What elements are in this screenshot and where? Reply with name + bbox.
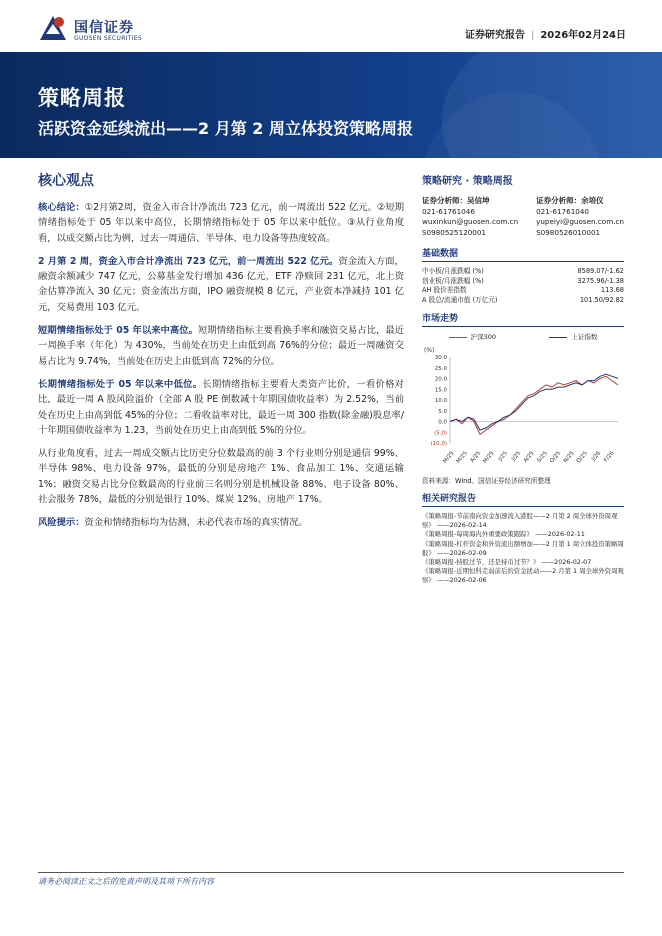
long-term-sentiment-paragraph: 长期情绪指标处于 05 年以来中低位。长期情绪指标主要看大类资产比价，一看价格对比，最近一周 A 股风险溢价（全部 A 股 PE 倒数减十年期国债收益率）为 2.52%，当前处在历史上由高到低 45%的分位；二看收益率对比，最近一周 300 指数(除金融)股息率/十年期国债收益率为 1.23，当前处在历史上由高到低 5%的分位。 — [38, 378, 404, 436]
x-tick-label: M/25 — [455, 450, 469, 465]
analyst-info — [422, 196, 624, 238]
y-tick-label: 20.0 — [434, 376, 447, 383]
logo-mark-icon — [38, 14, 68, 44]
data-row: A 股总/流通市值 (万亿元) 101.50/92.82 — [422, 295, 624, 304]
footer-divider — [38, 872, 624, 873]
y-tick-label: (5.0) — [433, 430, 447, 437]
basic-data-heading: 基础数据 — [422, 246, 624, 262]
y-tick-label: (10.0) — [430, 441, 447, 447]
market-trend-chart — [422, 343, 624, 473]
report-title: 策略周报 — [38, 86, 126, 110]
data-row: 创业板/月涨跌幅 (%) 3275.96/-1.38 — [422, 276, 624, 285]
x-tick-label: S/25 — [536, 450, 549, 464]
industry-paragraph: 从行业角度看，过去一周成交额占比历史分位数最高的前 3 个行业则分别是通信 99%、半导体 98%、电力设备 97%，最低的分别是房地产 1%、食品加工 1%、交通运输 1%；融资交易占比分位数最高的行业前三名则分别是机械设备 88%、电子设备 80%、社会服务 78%，最低的分别是银行 10%、煤炭 12%、房地产 17%。 — [38, 448, 404, 506]
short-term-sentiment-paragraph: 短期情绪指标处于 05 年以来中高位。短期情绪指标主要看换手率和融资交易占比，最近一周换手率（年化）为 430%，当前处在历史上由低到高 76%的分位；最近一周融资交易占比为 9.74%，当前处在历史上由低到高 72%的分位。 — [38, 325, 404, 367]
x-tick-label: M/25 — [442, 450, 456, 465]
x-tick-label: F/26 — [603, 450, 616, 464]
x-tick-label: O/25 — [549, 450, 563, 465]
basic-data-table — [422, 267, 624, 305]
y-tick-label: 25.0 — [434, 365, 447, 372]
section-title: 核心观点 — [38, 173, 94, 189]
data-row: AH 股价差指数 113.68 — [422, 286, 624, 294]
sidebar — [422, 172, 624, 586]
fund-flow-paragraph: 2 月第 2 周，资金入市合计净流出 723 亿元，前一周流出 522 亿元。资金流入方面，融资余额减少 747 亿元，公募基金发行增加 436 亿元，ETF 净赎回 231 亿元，北上资金估算净流入 30 亿元；资金流出方面，IPO 融资规模 8 亿元，产业资本净减持 101 亿元，交易费用 103 亿元。 — [38, 255, 404, 313]
related-report-link[interactable]: 《策略周报-节前南向资金加速流入港股——2 月第 2 周全球外资周观察》 ——2026-02-14 — [422, 512, 618, 530]
analyst-2: 证券分析师：余培仪 021-61761040 yupeiyi@guosen.com.cn S0980526010001 — [536, 196, 624, 237]
logo-chinese: 国信证券 — [74, 20, 134, 36]
chart-svg — [422, 343, 624, 473]
y-tick-label: 10.0 — [434, 398, 447, 404]
data-row: 中小板/月涨跌幅 (%) 8589.07/-1.62 — [422, 267, 624, 275]
y-tick-label: 30.0 — [434, 355, 447, 361]
report-type: 证券研究报告 — [464, 30, 525, 41]
related-reports-heading: 相关研究报告 — [422, 491, 624, 507]
company-logo — [38, 14, 158, 46]
chart-legend — [422, 332, 624, 341]
series-line-hs300 — [450, 376, 618, 434]
related-reports-list — [422, 512, 624, 586]
risk-warning: 风险提示：资金和情绪指标均为估测，未必代表市场的真实情况。 — [38, 517, 308, 529]
x-tick-label: A/25 — [522, 450, 536, 464]
sidebar-category: 策略研究 · 策略周报 — [422, 176, 513, 187]
legend-item-hs300: 沪深300 — [449, 332, 496, 341]
related-report-link[interactable]: 《策略周报-近期恒科走弱前后的资金扰动——2 月第 1 周全球外资周观察》 ——2026-02-06 — [422, 567, 624, 585]
x-tick-label: N/25 — [562, 450, 576, 465]
x-tick-label: J/25 — [510, 450, 523, 463]
chart-source: 资料来源：Wind、国信证券经济研究所整理 — [422, 477, 551, 485]
top-bar — [0, 0, 662, 52]
related-report-link[interactable]: 《策略周报-杠杆资金和外资流出额增加——2 月第 1 周立体投资策略周报》 ——2026-02-09 — [422, 539, 624, 557]
y-tick-label: 5.0 — [438, 408, 447, 415]
report-subtitle: 活跃资金延续流出——2 月第 2 周立体投资策略周报 — [38, 119, 413, 138]
related-report-link[interactable]: 《策略周报-每周海内外重要政策跟踪》 ——2026-02-11 — [422, 530, 585, 539]
x-tick-label: A/25 — [469, 450, 483, 464]
footer-disclaimer: 请务必阅读正文之后的免责声明及其项下所有内容 — [38, 877, 214, 886]
market-trend-heading: 市场走势 — [422, 311, 624, 327]
logo-english: GUOSEN SECURITIES — [74, 35, 143, 42]
core-conclusion: 核心结论：①2月第2周，资金入市合计净流出 723 亿元，前一周流出 522 亿元。②短期情绪指标处于 05 年以来中高位，长期情绪指标处于 05 年以来中低位。③从行业角度看，以成交额占比为例，过去一周通信、半导体、电力设备等热度较高。 — [38, 202, 404, 244]
analyst-1: 证券分析师：吴信坤 021-61761046 wuxinkun@guosen.com.cn S0980525120001 — [422, 196, 519, 237]
legend-item-sse: 上证指数 — [549, 332, 597, 341]
report-meta: 证券研究报告 | 2026年02月24日 — [464, 30, 626, 41]
x-tick-label: D/25 — [575, 450, 589, 465]
y-tick-label: 0.0 — [438, 419, 447, 426]
report-date: 2026年02月24日 — [540, 30, 626, 41]
main-content — [38, 170, 404, 539]
y-tick-label: 15.0 — [434, 387, 447, 394]
x-tick-label: J/25 — [497, 450, 509, 463]
title-banner — [0, 52, 662, 158]
chart-unit-label: (%) — [424, 347, 435, 354]
x-tick-label: M/25 — [482, 450, 496, 465]
related-report-link[interactable]: 《策略周报-持股过节，还是持币过节？》 ——2026-02-07 — [422, 558, 592, 567]
x-tick-label: J/26 — [590, 450, 603, 463]
